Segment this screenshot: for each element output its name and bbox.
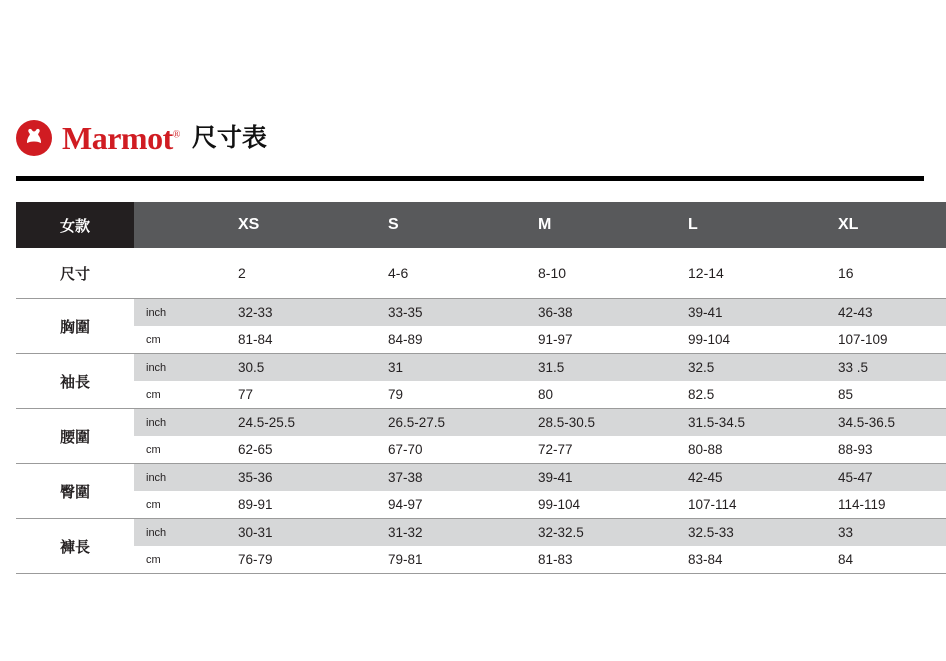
waist-cm-xs: 62-65	[226, 436, 376, 464]
row-unit-size	[134, 248, 226, 299]
inseam-inch-xs: 30-31	[226, 519, 376, 547]
inseam-cm-s: 79-81	[376, 546, 526, 574]
header-size-xs: XS	[226, 202, 376, 248]
sleeve-cm-l: 82.5	[676, 381, 826, 409]
chest-inch-xl: 42-43	[826, 299, 946, 327]
inseam-cm-xl: 84	[826, 546, 946, 574]
header-category-label: 女款	[16, 202, 134, 248]
hip-cm-l: 107-114	[676, 491, 826, 519]
header-divider	[16, 176, 924, 181]
sleeve-inch-xl: 33 .5	[826, 354, 946, 382]
inseam-cm-m: 81-83	[526, 546, 676, 574]
table-row-sleeve-inch	[16, 354, 946, 382]
inseam-cm-xs: 76-79	[226, 546, 376, 574]
sleeve-cm-s: 79	[376, 381, 526, 409]
hip-inch-xs: 35-36	[226, 464, 376, 492]
table-row-hip-inch	[16, 464, 946, 492]
table-row-inseam-inch	[16, 519, 946, 547]
inseam-inch-s: 31-32	[376, 519, 526, 547]
header-size-l: L	[676, 202, 826, 248]
waist-cm-m: 72-77	[526, 436, 676, 464]
chest-inch-s: 33-35	[376, 299, 526, 327]
chest-cm-s: 84-89	[376, 326, 526, 354]
unit-label-inch-waist: inch	[134, 409, 226, 437]
waist-inch-m: 28.5-30.5	[526, 409, 676, 437]
row-label-chest: 胸圍	[16, 299, 134, 354]
waist-inch-xs: 24.5-25.5	[226, 409, 376, 437]
unit-label-cm-hip: cm	[134, 491, 226, 519]
table-row-chest-cm	[16, 326, 946, 354]
table-header-row	[16, 202, 946, 248]
inseam-inch-m: 32-32.5	[526, 519, 676, 547]
sleeve-inch-s: 31	[376, 354, 526, 382]
header-unit-cell	[134, 202, 226, 248]
hip-inch-s: 37-38	[376, 464, 526, 492]
chest-inch-m: 36-38	[526, 299, 676, 327]
unit-label-inch-inseam: inch	[134, 519, 226, 547]
size-value-l: 12-14	[676, 248, 826, 299]
unit-label-inch-chest: inch	[134, 299, 226, 327]
hip-inch-l: 42-45	[676, 464, 826, 492]
sleeve-inch-xs: 30.5	[226, 354, 376, 382]
table-row-waist-inch	[16, 409, 946, 437]
waist-cm-s: 67-70	[376, 436, 526, 464]
chest-cm-m: 91-97	[526, 326, 676, 354]
brand-wordmark: Marmot®	[62, 120, 180, 156]
header-size-xl: XL	[826, 202, 946, 248]
registered-mark: ®	[172, 129, 180, 141]
marmot-groundhog-icon	[16, 120, 52, 156]
table-row-sleeve-cm	[16, 381, 946, 409]
sleeve-cm-xl: 85	[826, 381, 946, 409]
size-value-xl: 16	[826, 248, 946, 299]
sleeve-cm-m: 80	[526, 381, 676, 409]
waist-inch-s: 26.5-27.5	[376, 409, 526, 437]
header-size-s: S	[376, 202, 526, 248]
brand-header	[16, 120, 267, 156]
unit-label-cm-waist: cm	[134, 436, 226, 464]
waist-cm-l: 80-88	[676, 436, 826, 464]
hip-inch-m: 39-41	[526, 464, 676, 492]
size-value-m: 8-10	[526, 248, 676, 299]
waist-inch-l: 31.5-34.5	[676, 409, 826, 437]
row-label-hip: 臀圍	[16, 464, 134, 519]
size-value-xs: 2	[226, 248, 376, 299]
sleeve-inch-l: 32.5	[676, 354, 826, 382]
size-value-s: 4-6	[376, 248, 526, 299]
inseam-cm-l: 83-84	[676, 546, 826, 574]
hip-cm-s: 94-97	[376, 491, 526, 519]
table-row-waist-cm	[16, 436, 946, 464]
row-label-sleeve: 袖長	[16, 354, 134, 409]
chest-inch-xs: 32-33	[226, 299, 376, 327]
row-label-inseam: 褲長	[16, 519, 134, 574]
unit-label-inch-hip: inch	[134, 464, 226, 492]
sleeve-inch-m: 31.5	[526, 354, 676, 382]
table-row-chest-inch	[16, 299, 946, 327]
waist-inch-xl: 34.5-36.5	[826, 409, 946, 437]
header-size-m: M	[526, 202, 676, 248]
unit-label-cm-sleeve: cm	[134, 381, 226, 409]
table-row-inseam-cm	[16, 546, 946, 574]
hip-cm-xl: 114-119	[826, 491, 946, 519]
unit-label-inch-sleeve: inch	[134, 354, 226, 382]
inseam-inch-l: 32.5-33	[676, 519, 826, 547]
chest-cm-xl: 107-109	[826, 326, 946, 354]
size-table	[16, 202, 946, 574]
hip-cm-xs: 89-91	[226, 491, 376, 519]
chest-cm-l: 99-104	[676, 326, 826, 354]
waist-cm-xl: 88-93	[826, 436, 946, 464]
row-label-waist: 腰圍	[16, 409, 134, 464]
table-row-hip-cm	[16, 491, 946, 519]
sleeve-cm-xs: 77	[226, 381, 376, 409]
table-row-size	[16, 248, 946, 299]
unit-label-cm-inseam: cm	[134, 546, 226, 574]
chest-cm-xs: 81-84	[226, 326, 376, 354]
hip-cm-m: 99-104	[526, 491, 676, 519]
row-label-size: 尺寸	[16, 248, 134, 299]
page-title: 尺寸表	[191, 123, 267, 152]
unit-label-cm-chest: cm	[134, 326, 226, 354]
chest-inch-l: 39-41	[676, 299, 826, 327]
hip-inch-xl: 45-47	[826, 464, 946, 492]
inseam-inch-xl: 33	[826, 519, 946, 547]
size-table-container	[16, 202, 924, 574]
